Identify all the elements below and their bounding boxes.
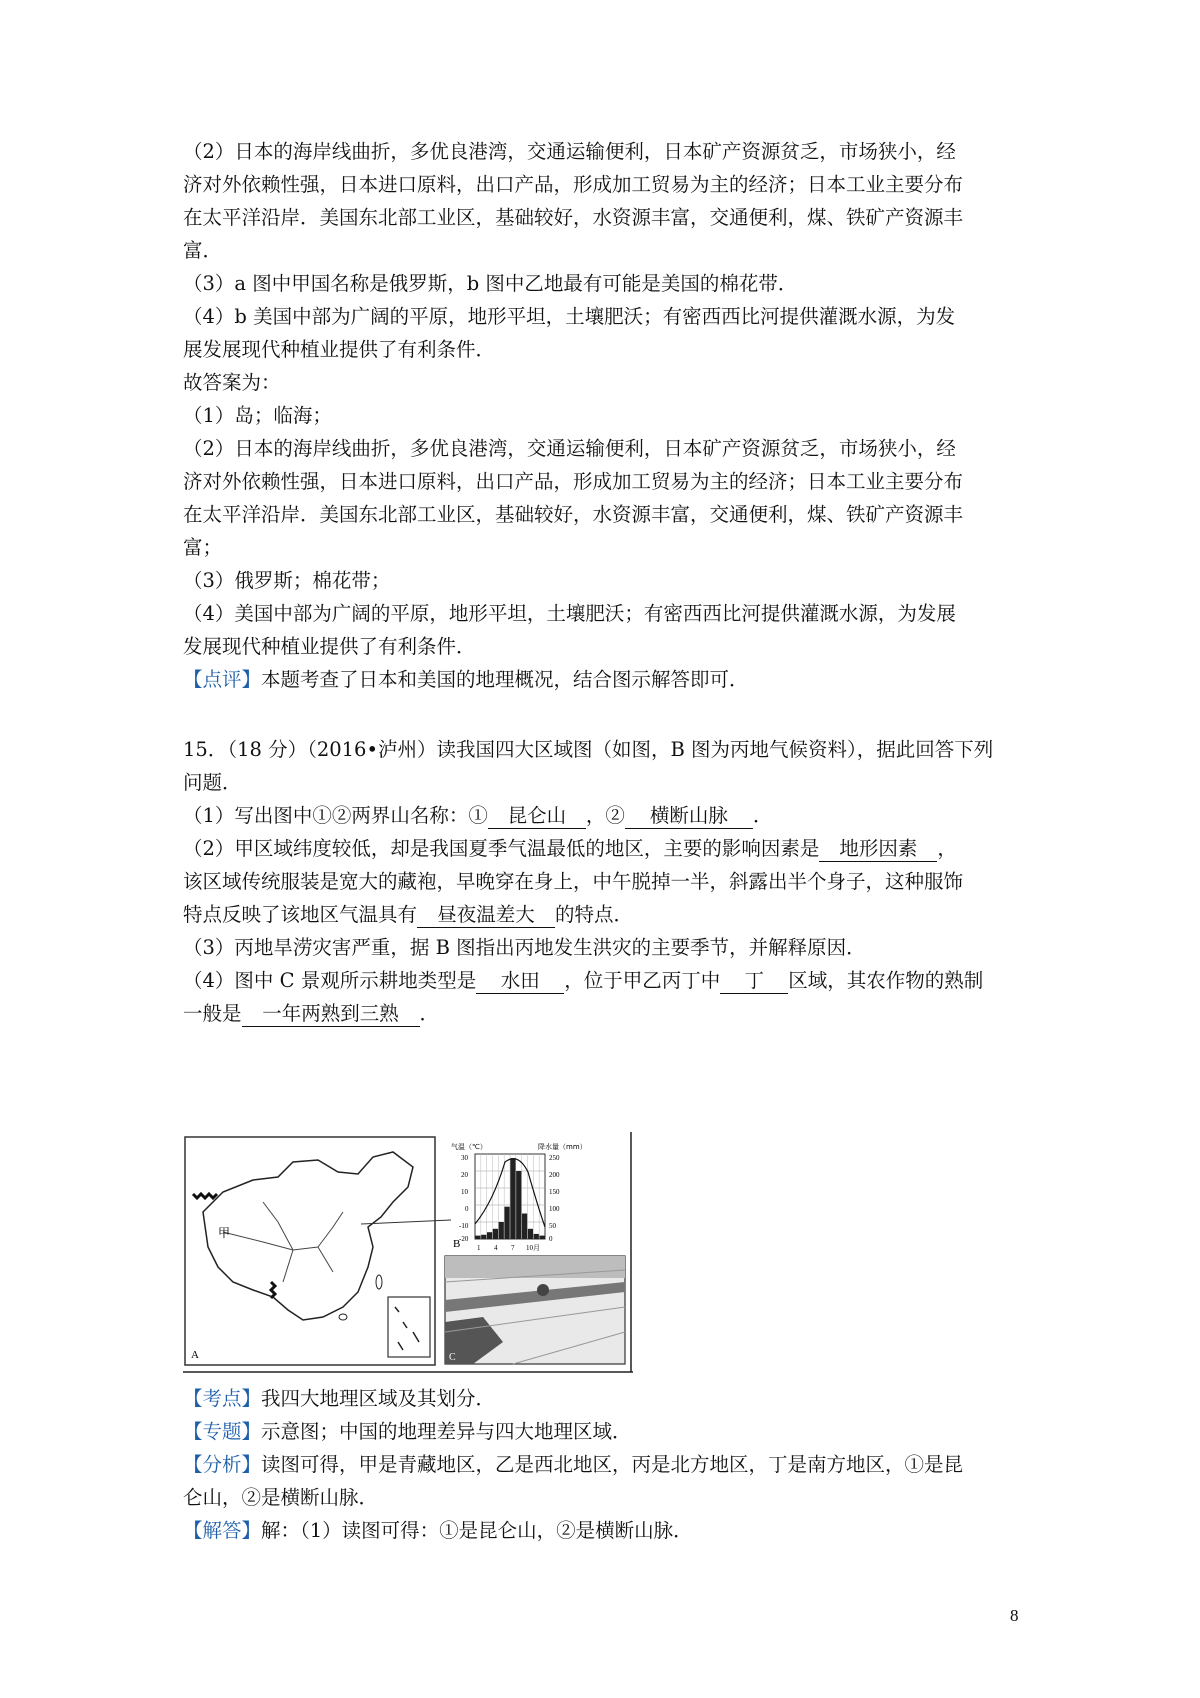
page-number: 8 (1010, 1606, 1019, 1625)
tick-label: 30 (461, 1154, 468, 1162)
chart-precip-label: 降水量（mm） (538, 1143, 587, 1151)
question-15-title-cont: 问题． (183, 771, 242, 794)
tick-label: -10 (459, 1222, 469, 1230)
precipitation-bar (522, 1214, 527, 1240)
question-15-sub2 (183, 836, 957, 862)
text: ， (937, 837, 957, 860)
photo-label-c: C (449, 1352, 456, 1363)
tick-label: 20 (461, 1171, 468, 1179)
question-15-sub4 (183, 968, 983, 994)
text: （4）图中 C 景观所示耕地类型是 (183, 969, 477, 992)
chart-label-b: B (453, 1238, 461, 1250)
tick-label: 4 (494, 1244, 498, 1252)
south-sea-inset (388, 1297, 430, 1357)
precipitation-bar (534, 1234, 539, 1239)
text-line: 发展现代种植业提供了有利条件． (183, 635, 476, 658)
jieda-tag: 【解答】 (183, 1519, 262, 1542)
text-line: 济对外依赖性强，日本进口原料，出口产品，形成加工贸易为主的经济；日本工业主要分布 (183, 173, 964, 196)
text: （2）甲区域纬度较低，却是我国夏季气温最低的地区，主要的影响因素是 (183, 837, 820, 860)
kaodian-line (183, 1386, 495, 1412)
text-line: 展发展现代种植业提供了有利条件． (183, 338, 496, 361)
text-line: 在太平洋沿岸．美国东北部工业区，基础较好，水资源丰富，交通便利，煤、铁矿产资源丰 (183, 206, 964, 229)
text-line: 故答案为： (183, 371, 281, 394)
text: （1）写出图中①②两界山名称：① (183, 804, 488, 827)
tick-label: 100 (549, 1205, 560, 1213)
text: ． (419, 1002, 440, 1025)
text-line: （4）美国中部为广阔的平原，地形平坦，土壤肥沃；有密西西比河提供灌溉水源，为发展 (183, 602, 956, 625)
tick-label: 250 (549, 1154, 560, 1162)
tick-label: 7 (511, 1244, 515, 1252)
photo-figure (537, 1284, 549, 1296)
precipitation-bar (510, 1158, 515, 1239)
chart-temp-label: 气温（℃） (451, 1143, 487, 1151)
precipitation-bar (475, 1236, 480, 1239)
precipitation-bar (481, 1235, 486, 1239)
comment-line (183, 667, 749, 693)
answer-blank: 水田 (476, 969, 564, 994)
precipitation-bar (539, 1236, 544, 1239)
climate-chart (451, 1142, 587, 1252)
precipitation-bar (504, 1207, 509, 1239)
landscape-photo-c (445, 1256, 625, 1364)
text-line: 在太平洋沿岸．美国东北部工业区，基础较好，水资源丰富，交通便利，煤、铁矿产资源丰 (183, 503, 964, 526)
answer-blank: 横断山脉 (625, 804, 753, 829)
fenxi-line-cont: 仑山，②是横断山脉． (183, 1486, 379, 1509)
answer-blank: 丁 (720, 969, 788, 994)
text-line: 该区域传统服装是宽大的藏袍，早晚穿在身上，中午脱掉一半，斜露出半个身子，这种服饰 (183, 870, 964, 893)
text: ． (752, 804, 773, 827)
tick-label: 1 (477, 1244, 481, 1252)
question-15-title: 15．（18 分）（2016•泸州）读我国四大区域图（如图，B 图为丙地气候资料），据此回答下列 (183, 738, 994, 761)
tick-label: 0 (549, 1235, 553, 1243)
text-line (183, 902, 633, 928)
figure-svg (183, 1132, 633, 1375)
tick-label: 10月 (526, 1244, 540, 1252)
zhuanti-tag: 【专题】 (183, 1420, 262, 1443)
text-line: （3）a 图中甲国名称是俄罗斯，b 图中乙地最有可能是美国的棉花带． (183, 272, 798, 295)
fenxi-text: 读图可得，甲是青藏地区，乙是西北地区，丙是北方地区，丁是南方地区，①是昆 (261, 1453, 964, 1476)
zhuanti-line (183, 1419, 632, 1445)
precipitation-bar (487, 1232, 492, 1239)
text: ，② (585, 804, 625, 827)
text-line: 富． (183, 239, 223, 262)
map-label-jia: 甲 (218, 1226, 231, 1240)
text-line (183, 1001, 439, 1027)
answer-blank: 地形因素 (819, 837, 937, 862)
precipitation-bar (493, 1229, 498, 1239)
answer-blank: 昼夜温差大 (417, 903, 555, 928)
text-line: （2）日本的海岸线曲折，多优良港湾，交通运输便利，日本矿产资源贫乏，市场狭小，经 (183, 140, 956, 163)
photo-sky (445, 1256, 625, 1278)
fenxi-tag: 【分析】 (183, 1453, 262, 1476)
jieda-line (183, 1518, 693, 1544)
answer-blank: 一年两熟到三熟 (242, 1002, 420, 1027)
four-regions-figure (183, 1132, 633, 1375)
comment-text: 本题考查了日本和美国的地理概况，结合图示解答即可． (261, 668, 749, 691)
fenxi-line (183, 1452, 963, 1478)
precipitation-bar (516, 1171, 521, 1239)
tick-label: 150 (549, 1188, 560, 1196)
chart-grid (475, 1154, 545, 1239)
kaodian-tag: 【考点】 (183, 1387, 262, 1410)
question-15-sub1 (183, 803, 772, 829)
tick-label: 50 (549, 1222, 556, 1230)
tick-label: 200 (549, 1171, 560, 1179)
text: 一般是 (183, 1002, 242, 1025)
text-line: 富； (183, 536, 223, 559)
answer-blank: 昆仑山 (488, 804, 586, 829)
text-line: （2）日本的海岸线曲折，多优良港湾，交通运输便利，日本矿产资源贫乏，市场狭小，经 (183, 437, 956, 460)
kaodian-text: 我四大地理区域及其划分． (261, 1387, 496, 1410)
text-line: （1）岛；临海； (183, 404, 332, 427)
zhuanti-text: 示意图；中国的地理差异与四大地理区域． (261, 1420, 632, 1443)
tick-label: -20 (459, 1235, 469, 1243)
precipitation-bar (528, 1229, 533, 1239)
text: 的特点． (555, 903, 634, 926)
precipitation-bar (499, 1222, 504, 1239)
text-line: （4）b 美国中部为广阔的平原，地形平坦，土壤肥沃；有密西西比河提供灌溉水源，为发 (183, 305, 956, 328)
tick-label: 0 (465, 1205, 469, 1213)
jieda-text: 解：（1）读图可得：①是昆仑山，②是横断山脉． (261, 1519, 693, 1542)
text: 特点反映了该地区气温具有 (183, 903, 418, 926)
text: 区域，其农作物的熟制 (788, 969, 984, 992)
map-label-a: A (191, 1349, 199, 1361)
text-line: （3）俄罗斯；棉花带； (183, 569, 391, 592)
comment-tag: 【点评】 (183, 668, 262, 691)
text: ，位于甲乙丙丁中 (564, 969, 721, 992)
question-15-sub3: （3）丙地旱涝灾害严重，据 B 图指出丙地发生洪灾的主要季节，并解释原因． (183, 936, 866, 959)
text-line: 济对外依赖性强，日本进口原料，出口产品，形成加工贸易为主的经济；日本工业主要分布 (183, 470, 964, 493)
tick-label: 10 (461, 1188, 468, 1196)
